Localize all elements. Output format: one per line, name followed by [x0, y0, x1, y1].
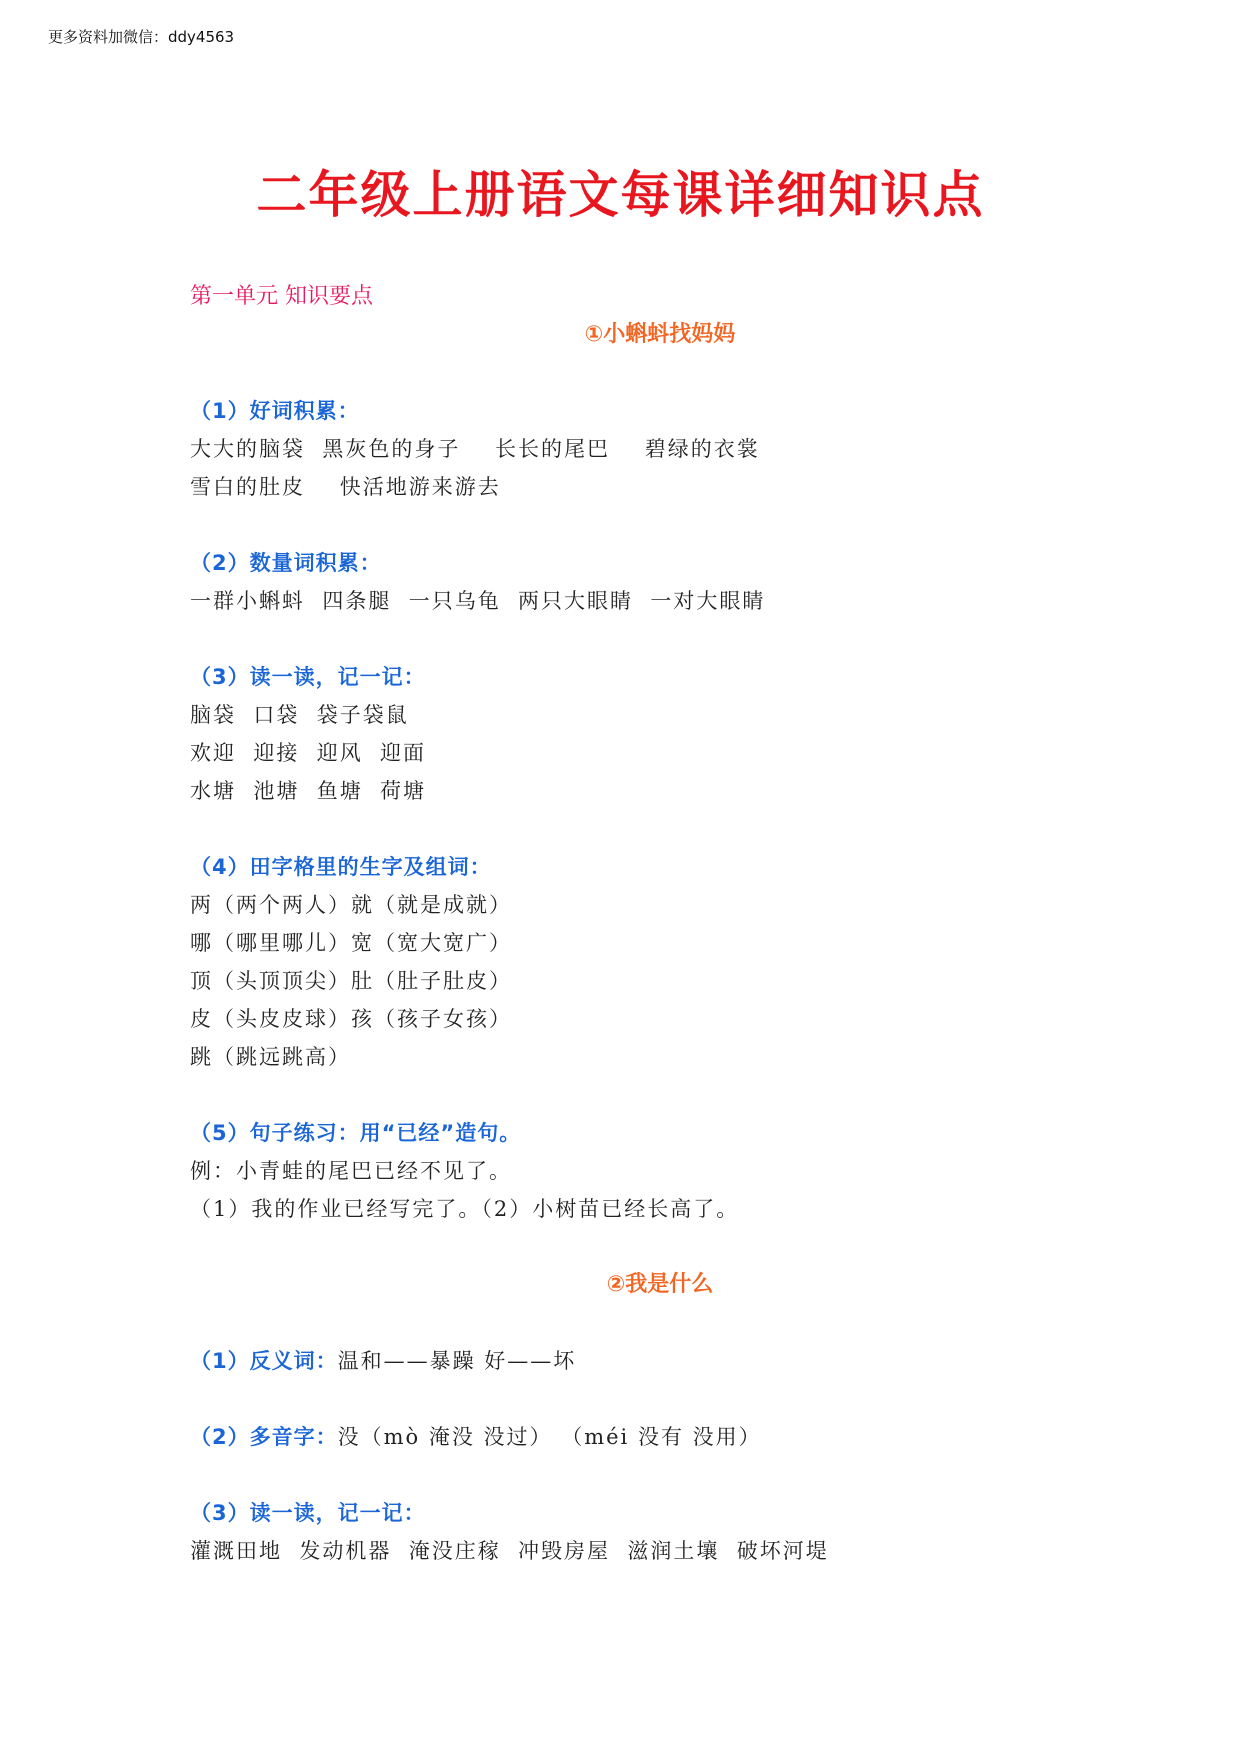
section-heading-polyphones [190, 1418, 1130, 1456]
section-heading-read-remember-2: （3）读一读，记一记： [190, 1501, 426, 1525]
text-line: 雪白的肚皮 快活地游来游去 [190, 475, 501, 499]
watermark-text: 更多资料加微信：ddy4563 [48, 28, 235, 46]
text-line: （1）我的作业已经写完了。（2）小树苗已经长高了。 [190, 1197, 740, 1221]
section-heading-good-words: （1）好词积累： [190, 399, 360, 423]
lesson-title-1: ①小蝌蚪找妈妈 [584, 322, 736, 347]
section-heading-sentence-practice: （5）句子练习：用“已经”造句。 [190, 1121, 522, 1145]
section-heading-label: （2）多音字： [190, 1425, 338, 1449]
text-line: 一群小蝌蚪 四条腿 一只乌龟 两只大眼睛 一对大眼睛 [190, 589, 766, 613]
section-heading-quantifiers: （2）数量词积累： [190, 551, 382, 575]
section-heading-new-characters: （4）田字格里的生字及组词： [190, 855, 492, 879]
text-line: 脑袋 口袋 袋子袋鼠 [190, 703, 409, 727]
text-line: 两（两个两人）就（就是成就） [190, 893, 512, 917]
section-heading-antonyms [190, 1342, 1130, 1380]
section-inline-text: 温和——暴躁 好——坏 [337, 1349, 577, 1373]
section-heading-label: （1）反义词： [190, 1349, 338, 1373]
section-heading-read-remember: （3）读一读，记一记： [190, 665, 426, 689]
text-line: 水塘 池塘 鱼塘 荷塘 [190, 779, 427, 803]
text-line: 顶（头顶顶尖）肚（肚子肚皮） [190, 969, 512, 993]
text-line: 哪（哪里哪儿）宽（宽大宽广） [190, 931, 512, 955]
document-body [190, 278, 1130, 1570]
lesson-title-2: ②我是什么 [606, 1272, 714, 1297]
text-line: 灌溉田地 发动机器 淹没庄稼 冲毁房屋 滋润土壤 破坏河堤 [190, 1539, 829, 1563]
unit-heading: 第一单元 知识要点 [190, 284, 373, 309]
text-line: 例：小青蛙的尾巴已经不见了。 [190, 1159, 512, 1183]
text-line: 大大的脑袋 黑灰色的身子 长长的尾巴 碧绿的衣裳 [190, 437, 760, 461]
text-line: 跳（跳远跳高） [190, 1045, 351, 1069]
section-inline-text: 没（mò 淹没 没过） （méi 没有 没用） [337, 1425, 762, 1449]
text-line: 欢迎 迎接 迎风 迎面 [190, 741, 427, 765]
text-line: 皮（头皮皮球）孩（孩子女孩） [190, 1007, 512, 1031]
document-title: 二年级上册语文每课详细知识点 [256, 166, 985, 224]
